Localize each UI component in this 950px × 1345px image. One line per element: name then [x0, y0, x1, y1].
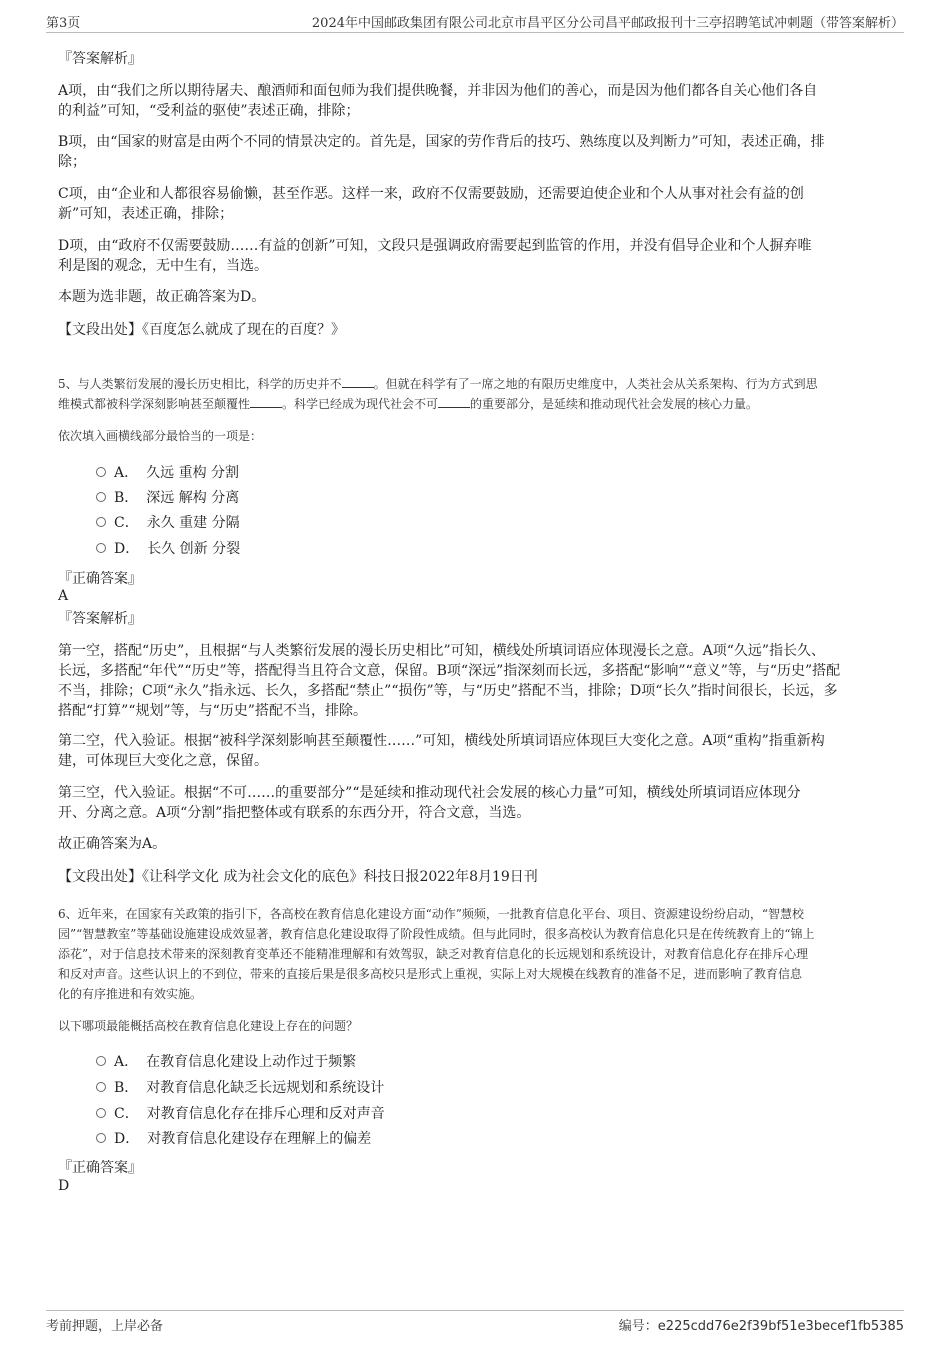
document-id: 编号：e225cdd76e2f39bf51e3becef1fb5385 — [618, 1319, 904, 1334]
text-line: 建，可体现巨大变化之意，保留。 — [58, 753, 268, 769]
text-line: 维模式都被科学深刻影响甚至颠覆性 。科学已经成为现代社会不可 的重要部分，是延续和推动现代社会发展的核心力量。 — [58, 397, 759, 411]
text-line: 第二空，代入验证。根据“被科学深刻影响甚至颠覆性……”可知，横线处所填词语应体现巨大变化之意。A项“重构”指重新构 — [58, 733, 825, 749]
document-title: 2024年中国邮政集团有限公司北京市昌平区分公司昌平邮政报刊十三亭招聘笔试冲刺题（带答案解析） — [311, 16, 904, 31]
fill-blank — [250, 395, 282, 408]
radio-icon[interactable] — [96, 1082, 106, 1092]
q4-source: 【文段出处】《百度怎么就成了现在的百度？》 — [58, 322, 345, 338]
text-line: 第一空，搭配“历史”，且根据“与人类繁衍发展的漫长历史相比”可知，横线处所填词语应体现漫长之意。A项“久远”指长久、 — [58, 643, 826, 659]
text-line: A项，由“我们之所以期待屠夫、酿酒师和面包师为我们提供晚餐，并非因为他们的善心，而是因为他们都各自关心他们各自 — [58, 83, 818, 99]
q5-option-d[interactable]: D． 长久 创新 分裂 — [96, 539, 240, 559]
q6-option-c[interactable]: C． 对教育信息化存在排斥心理和反对声音 — [96, 1104, 385, 1124]
q4-analysis-c — [58, 184, 894, 224]
q5-analysis-p1 — [58, 641, 894, 721]
q6-answer: D — [58, 1178, 70, 1194]
q5-analysis-p3 — [58, 783, 894, 823]
text-line: 长远，多搭配“年代”“历史”等，搭配得当且符合文意，保留。B项“深远”指深刻而长远，多搭配“影响”“意义”等，与“历史”搭配 — [58, 663, 841, 679]
text-line: 开、分离之意。A项“分割”指把整体或有联系的东西分开，符合文意，当选。 — [58, 805, 531, 821]
fill-blank — [438, 395, 470, 408]
radio-icon[interactable] — [96, 1056, 106, 1066]
q4-analysis-b — [58, 132, 894, 172]
q6-option-b[interactable]: B． 对教育信息化缺乏长远规划和系统设计 — [96, 1078, 384, 1098]
text-line: 添花”，对于信息技术带来的深刻教育变革还不能精准理解和有效驾驭，缺乏对教育信息化的长远规划和系统设计，对教育信息化存在排斥心理 — [58, 947, 809, 961]
q5-option-c[interactable]: C． 永久 重建 分隔 — [96, 513, 240, 533]
text-line: 化的有序推进和有效实施。 — [58, 987, 203, 1001]
q5-answer-label: 『正确答案』 — [58, 571, 142, 587]
q5-stem — [58, 374, 894, 414]
q6-option-a[interactable]: A． 在教育信息化建设上动作过于频繁 — [96, 1052, 356, 1072]
page-number: 第3页 — [46, 16, 81, 31]
page-header — [46, 10, 904, 33]
text-line: 的利益”可知，“受利益的驱使”表述正确，排除； — [58, 103, 360, 119]
q6-prompt: 以下哪项最能概括高校在教育信息化建设上存在的问题？ — [58, 1019, 359, 1033]
radio-icon[interactable] — [96, 492, 106, 502]
q4-analysis-a — [58, 81, 894, 121]
text-line: 6、近年来，在国家有关政策的指引下，各高校在教育信息化建设方面“动作”频频，一批教育信息化平台、项目、资源建设纷纷启动，“智慧校 — [58, 907, 805, 921]
q4-analysis-d — [58, 236, 894, 276]
text-line: 第三空，代入验证。根据“不可……的重要部分”“是延续和推动现代社会发展的核心力量”可知，横线处所填词语应体现分 — [58, 785, 801, 801]
q5-option-a[interactable]: A． 久远 重构 分割 — [96, 463, 239, 483]
text-line: 园”“智慧教室”等基础设施建设成效显著，教育信息化建设取得了阶段性成绩。但与此同时，很多高校认为教育信息化只是在传统教育上的“锦上 — [58, 927, 815, 941]
q4-conclusion: 本题为选非题，故正确答案为D。 — [58, 289, 266, 305]
q5-option-b[interactable]: B． 深远 解构 分离 — [96, 488, 239, 508]
radio-icon[interactable] — [96, 467, 106, 477]
text-line: 除； — [58, 154, 86, 170]
radio-icon[interactable] — [96, 517, 106, 527]
text-line: C项，由“企业和人都很容易偷懒，甚至作恶。这样一来，政府不仅需要鼓励，还需要迫使企业和个人从事对社会有益的创 — [58, 186, 804, 202]
radio-icon[interactable] — [96, 1133, 106, 1143]
footer-slogan: 考前押题，上岸必备 — [46, 1319, 164, 1334]
radio-icon[interactable] — [96, 1108, 106, 1118]
q5-answer: A — [58, 588, 69, 604]
q6-answer-label: 『正确答案』 — [58, 1160, 142, 1176]
text-line: 5、与人类繁衍发展的漫长历史相比，科学的历史并不 。但就在科学有了一席之地的有限历史维度中，人类社会从关系架构、行为方式到思 — [58, 377, 818, 391]
fill-blank — [342, 375, 374, 388]
q4-analysis-label: 『答案解析』 — [58, 51, 142, 67]
text-line: 搭配“打算”“规划”等，与“历史”搭配不当，排除。 — [58, 703, 367, 719]
text-line: 和反对声音。这些认识上的不到位，带来的直接后果是很多高校只是形式上重视，实际上对大规模在线教育的准备不足，进而影响了教育信息 — [58, 967, 803, 981]
q5-conclusion: 故正确答案为A。 — [58, 836, 167, 852]
q5-analysis-label: 『答案解析』 — [58, 611, 142, 627]
text-line: 新”可知，表述正确，排除； — [58, 206, 234, 222]
text-line: 利是图的观念，无中生有，当选。 — [58, 258, 268, 274]
q5-prompt: 依次填入画横线部分最恰当的一项是： — [58, 429, 263, 443]
radio-icon[interactable] — [96, 543, 106, 553]
text-line: 不当，排除；C项“永久”指永远、长久，多搭配“禁止”“损伤”等，与“历史”搭配不当，排除；D项“长久”指时间很长，长远，多 — [58, 683, 838, 699]
text-line: D项，由“政府不仅需要鼓励……有益的创新”可知，文段只是强调政府需要起到监管的作用，并没有倡导企业和个人摒弃唯 — [58, 238, 812, 254]
text-line: B项，由“国家的财富是由两个不同的情景决定的。首先是，国家的劳作背后的技巧、熟练度以及判断力”可知，表述正确，排 — [58, 134, 825, 150]
q5-analysis-p2 — [58, 731, 894, 771]
q5-source: 【文段出处】《让科学文化 成为社会文化的底色》科技日报2022年8月19日刊 — [58, 869, 538, 885]
q6-option-d[interactable]: D． 对教育信息化建设存在理解上的偏差 — [96, 1129, 371, 1149]
q6-stem — [58, 904, 894, 1004]
page-footer — [46, 1310, 904, 1335]
